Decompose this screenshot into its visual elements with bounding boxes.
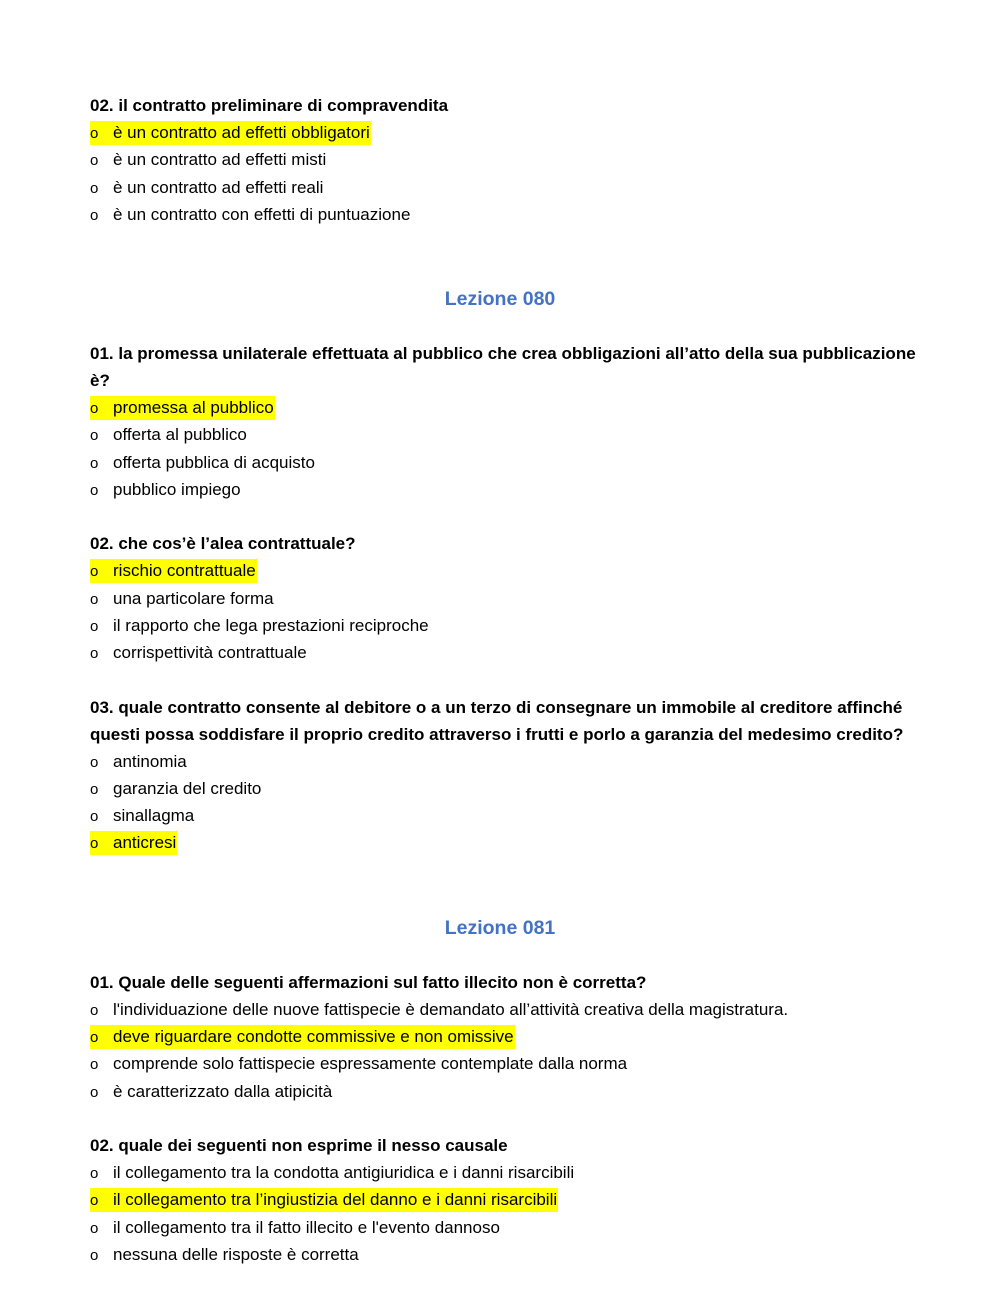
answer-options <box>90 996 920 1105</box>
answer-option: o offerta al pubblico <box>90 425 247 445</box>
answer-option-correct: o anticresi <box>90 829 920 856</box>
bullet-circle-icon: o <box>90 808 99 826</box>
bullet-circle-icon: o <box>90 780 99 798</box>
bullet-circle-icon: o <box>90 454 99 472</box>
bullet-circle-icon: o <box>90 1029 99 1047</box>
answer-options <box>90 1159 920 1268</box>
question-text: 02. che cos’è l’alea contrattuale? <box>90 534 356 554</box>
answer-option: o una particolare forma <box>90 588 274 608</box>
answer-option: o il rapporto che lega prestazioni reciproche <box>90 615 429 635</box>
answer-option: o nessuna delle risposte è corretta <box>90 1244 359 1264</box>
document-page <box>90 92 920 1268</box>
question-text: 03. quale contratto consente al debitore o a un terzo di consegnare un immobile al creditore affinché questi possa soddisfare il proprio credito attraverso i frutti e porlo a garanzia del medesimo credito? <box>90 697 904 744</box>
bullet-circle-icon: o <box>90 645 99 663</box>
answer-option: o l'individuazione delle nuove fattispecie è demandato all’attività creativa della magistratura. <box>90 999 789 1019</box>
bullet-circle-icon: o <box>90 206 99 224</box>
answer-option: o il collegamento tra il fatto illecito e l'evento dannoso <box>90 1217 500 1237</box>
bullet-circle-icon: o <box>90 753 99 771</box>
question-block <box>90 530 920 666</box>
bullet-circle-icon: o <box>90 400 99 418</box>
answer-option-correct: o deve riguardare condotte commissive e non omissive <box>90 1023 920 1050</box>
bullet-circle-icon: o <box>90 482 99 500</box>
bullet-circle-icon: o <box>90 427 99 445</box>
answer-option: o è un contratto con effetti di puntuazione <box>90 204 411 224</box>
question-block <box>90 694 920 857</box>
answer-option: o comprende solo fattispecie espressamente contemplate dalla norma <box>90 1054 628 1074</box>
answer-options <box>90 557 920 666</box>
lesson-heading: Lezione 080 <box>444 288 556 311</box>
answer-option: o il collegamento tra la condotta antigiuridica e i danni risarcibili <box>90 1162 575 1182</box>
answer-option-correct: o il collegamento tra l’ingiustizia del danno e i danni risarcibili <box>90 1186 920 1213</box>
bullet-circle-icon: o <box>90 590 99 608</box>
bullet-circle-icon: o <box>90 1192 99 1210</box>
answer-options <box>90 748 920 857</box>
bullet-circle-icon: o <box>90 1246 99 1264</box>
answer-option: o è un contratto ad effetti reali <box>90 177 324 197</box>
question-text: 01. la promessa unilaterale effettuata al pubblico che crea obbligazioni all’atto della sua pubblicazione è? <box>90 344 916 391</box>
question-text: 01. Quale delle seguenti affermazioni sul fatto illecito non è corretta? <box>90 972 647 992</box>
bullet-circle-icon: o <box>90 1219 99 1237</box>
answer-options <box>90 119 920 228</box>
bullet-circle-icon: o <box>90 617 99 635</box>
answer-option: o antinomia <box>90 751 187 771</box>
bullet-circle-icon: o <box>90 563 99 581</box>
bullet-circle-icon: o <box>90 835 99 853</box>
bullet-circle-icon: o <box>90 1056 99 1074</box>
answer-option: o è caratterizzato dalla atipicità <box>90 1081 333 1101</box>
answer-option: o corrispettività contrattuale <box>90 643 307 663</box>
answer-option: o garanzia del credito <box>90 778 262 798</box>
bullet-circle-icon: o <box>90 152 99 170</box>
answer-option: o sinallagma <box>90 806 195 826</box>
answer-option: o pubblico impiego <box>90 480 241 500</box>
answer-option: o è un contratto ad effetti misti <box>90 150 327 170</box>
question-text: 02. il contratto preliminare di compravendita <box>90 96 449 115</box>
lesson-heading: Lezione 081 <box>444 916 556 939</box>
answer-option-correct: o promessa al pubblico <box>90 394 920 421</box>
question-block <box>90 1132 920 1268</box>
question-block <box>90 92 920 228</box>
answer-option-correct: o è un contratto ad effetti obbligatori <box>90 119 920 146</box>
bullet-circle-icon: o <box>90 1164 99 1182</box>
bullet-circle-icon: o <box>90 179 99 197</box>
bullet-circle-icon: o <box>90 125 99 142</box>
answer-option-correct: o rischio contrattuale <box>90 557 920 584</box>
question-block <box>90 969 920 1105</box>
bullet-circle-icon: o <box>90 1083 99 1101</box>
answer-option: o offerta pubblica di acquisto <box>90 452 315 472</box>
bullet-circle-icon: o <box>90 1001 99 1019</box>
question-block <box>90 340 920 503</box>
question-text: 02. quale dei seguenti non esprime il nesso causale <box>90 1135 508 1155</box>
answer-options <box>90 394 920 503</box>
